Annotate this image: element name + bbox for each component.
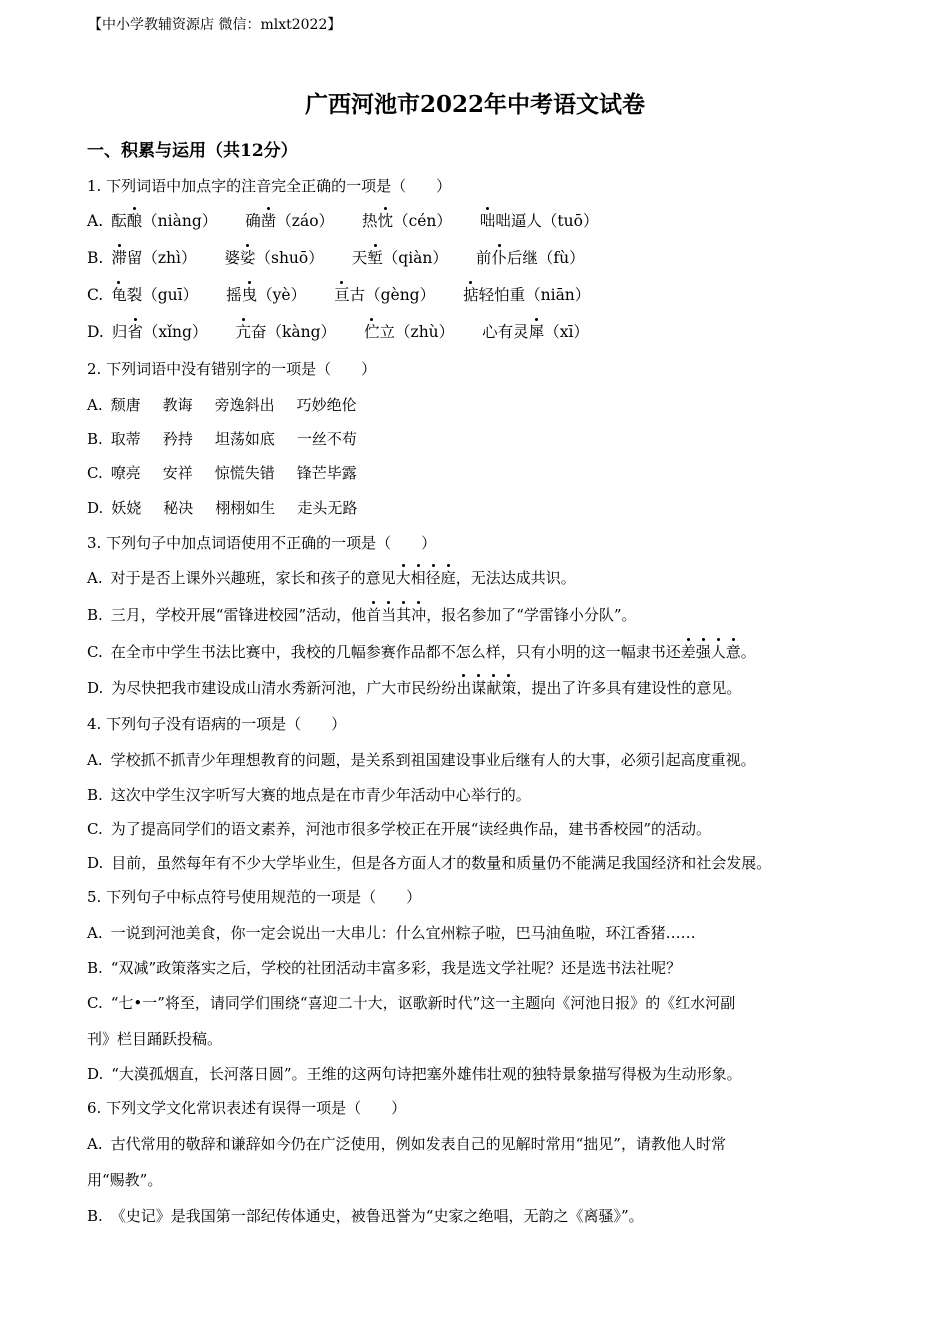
option-word: 亢奋（kàng）	[235, 323, 337, 341]
page-title: 广西河池市2022年中考语文试卷	[304, 91, 645, 118]
question-6-option-a: A. 古代常用的敬辞和谦辞如今仍在广泛使用，例如发表自己的见解时常用“拙见”，请教他人时常	[87, 1135, 726, 1153]
question-4-option-a: A. 学校抓不抓青少年理想教育的问题，是关系到祖国建设事业后继有人的大事，必须引起高度重视。	[87, 751, 756, 769]
question-2-option-a: A. 颓唐 教诲 旁逸斜出 巧妙绝伦	[87, 396, 357, 414]
question-3-option-d: D. 为尽快把我市建设成山清水秀新河池，广大市民纷纷出谋献策，提出了许多具有建设性的意见。	[87, 679, 742, 697]
question-4-option-c: C. 为了提高同学们的语文素养，河池市很多学校正在开展“读经典作品，建书香校园”的活动。	[87, 820, 712, 838]
section-heading: 一、积累与运用（共12分）	[87, 141, 298, 161]
option-word: 滞留（zhì）	[111, 249, 197, 267]
question-3-option-c: C. 在全市中学生书法比赛中，我校的几幅参赛作品都不怎么样，只有小明的这一幅隶书还差强人意。	[87, 643, 756, 661]
question-1-option-c: C. 龟裂（guī） 摇曳（yè） 亘古（gèng） 掂轻怕重（niān）	[87, 286, 591, 304]
question-5-option-b: B. “双减”政策落实之后，学校的社团活动丰富多彩，我是选文学社呢？还是选书法社呢？	[87, 959, 682, 977]
option-word: 摇曳（yè）	[226, 286, 307, 304]
question-4-option-d: D. 目前，虽然每年有不少大学毕业生，但是各方面人才的数量和质量仍不能满足我国经济和社会发展。	[87, 854, 772, 872]
option-word: 婆娑（shuō）	[224, 249, 324, 267]
option-word: 龟裂（guī）	[111, 286, 199, 304]
option-word: 掂轻怕重（niān）	[463, 286, 591, 304]
question-5-option-c: C. “七•一”将至，请同学们围绕“喜迎二十大，讴歌新时代”这一主题向《河池日报》的《红水河副	[87, 994, 736, 1012]
option-word: 热忱（cén）	[362, 212, 452, 230]
option-word: 咄咄逼人（tuō）	[479, 212, 599, 230]
question-5-stem: 5. 下列句子中标点符号使用规范的一项是（ ）	[87, 888, 422, 906]
option-word: 伫立（zhù）	[364, 323, 455, 341]
question-1-option-b: B. 滞留（zhì） 婆娑（shuō） 天堑（qiàn） 前仆后继（fù）	[87, 249, 585, 267]
question-2-stem: 2. 下列词语中没有错别字的一项是（ ）	[87, 360, 377, 378]
option-word: 确凿（záo）	[245, 212, 335, 230]
question-5-option-d: D. “大漠孤烟直，长河落日圆”。王维的这两句诗把塞外雄伟壮观的独特景象描写得极为生动形象。	[87, 1065, 742, 1083]
option-word: 酝酿（niàng）	[111, 212, 218, 230]
question-6-stem: 6. 下列文学文化常识表述有误得一项是（ ）	[87, 1099, 407, 1117]
option-word: 心有灵犀（xī）	[482, 323, 589, 341]
question-2-option-d: D. 妖娆 秘决 栩栩如生 走头无路	[87, 499, 358, 517]
question-1-option-d: D. 归省（xǐng） 亢奋（kàng） 伫立（zhù） 心有灵犀（xī）	[87, 323, 589, 341]
option-word: 天堑（qiàn）	[351, 249, 448, 267]
question-4-option-b: B. 这次中学生汉字听写大赛的地点是在市青少年活动中心举行的。	[87, 786, 531, 804]
option-word: 亘古（gèng）	[334, 286, 436, 304]
question-4-stem: 4. 下列句子没有语病的一项是（ ）	[87, 715, 347, 733]
question-2-option-c: C. 嘹亮 安祥 惊慌失错 锋芒毕露	[87, 464, 357, 482]
question-6-option-a-cont: 用“赐教”。	[87, 1171, 163, 1189]
option-word: 归省（xǐng）	[111, 323, 208, 341]
question-3-stem: 3. 下列句子中加点词语使用不正确的一项是（ ）	[87, 534, 437, 552]
question-1-stem: 1. 下列词语中加点字的注音完全正确的一项是（ ）	[87, 177, 452, 195]
option-word: 前仆后继（fù）	[475, 249, 585, 267]
question-5-option-a: A. 一说到河池美食，你一定会说出一大串儿：什么宜州粽子啦，巴马油鱼啦，环江香猪……	[87, 924, 696, 942]
question-3-option-b: B. 三月，学校开展“雷锋进校园”活动，他首当其冲，报名参加了“学雷锋小分队”。	[87, 606, 637, 624]
question-6-option-b: B. 《史记》是我国第一部纪传体通史，被鲁迅誉为“史家之绝唱，无韵之《离骚》”。	[87, 1207, 644, 1225]
question-5-option-c-cont: 刊》栏目踊跃投稿。	[87, 1030, 223, 1048]
question-1-option-a: A. 酝酿（niàng） 确凿（záo） 热忱（cén） 咄咄逼人（tuō）	[87, 212, 599, 230]
question-2-option-b: B. 取蒂 矜持 坦荡如底 一丝不苟	[87, 430, 357, 448]
header-note: 【中小学教辅资源店 微信：mlxt2022】	[88, 17, 342, 33]
question-3-option-a: A. 对于是否上课外兴趣班，家长和孩子的意见大相径庭，无法达成共识。	[87, 569, 576, 587]
